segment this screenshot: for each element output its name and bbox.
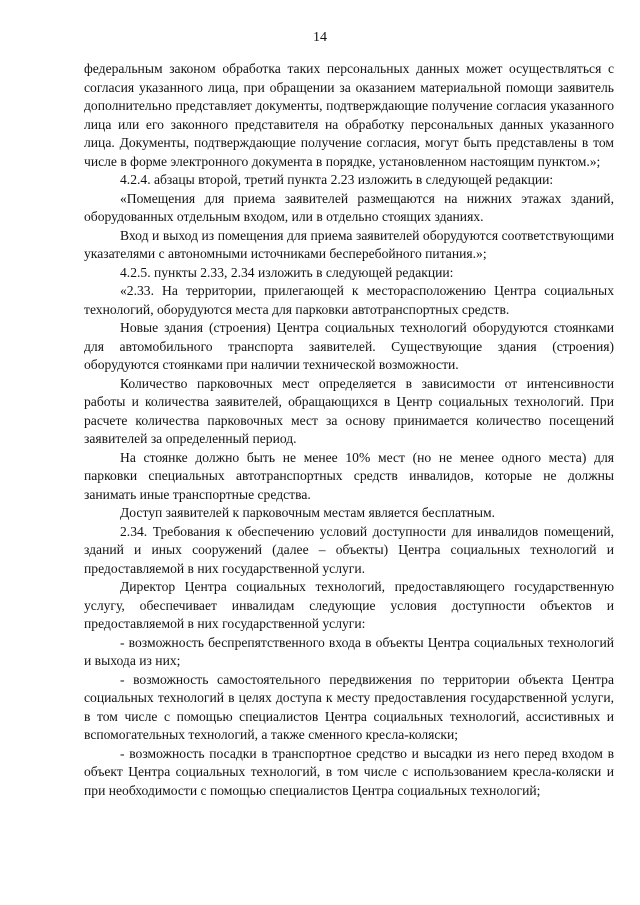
- paragraph: Количество парковочных мест определяется в зависимости от интенсивности работы и количества заявителей, обращающихся в Центр социальных технологий. При расчете количества парковочных мест за основу принимается количество посещений заявителей за определенный период.: [84, 375, 614, 446]
- paragraph: 4.2.4. абзацы второй, третий пункта 2.23 изложить в следующей редакции:: [120, 172, 554, 187]
- paragraph: На стоянке должно быть не менее 10% мест (но не менее одного места) для парковки специальных автотранспортных средств инвалидов, которые не должны занимать иные транспортные средства.: [84, 449, 614, 502]
- paragraph: «2.33. На территории, прилегающей к месторасположению Центра социальных технологий, оборудуются места для парковки автотранспортных средств.: [84, 283, 614, 317]
- paragraph: 4.2.5. пункты 2.33, 2.34 изложить в следующей редакции:: [120, 264, 454, 280]
- paragraph: - возможность посадки в транспортное средство и высадки из него перед входом в объект Центра социальных технологий, в том числе с использованием кресла-коляски и при необходимости с помощью специалистов Центра социальных технологий;: [84, 745, 614, 798]
- paragraph: «Помещения для приема заявителей размещаются на нижних этажах зданий, оборудованных отдельным входом, или в отдельно стоящих зданиях.: [84, 190, 614, 224]
- paragraph: Доступ заявителей к парковочным местам является бесплатным.: [120, 505, 496, 520]
- paragraph: федеральным законом обработка таких персональных данных может осуществляться с согласия указанного лица, при обращении за оказанием материальной помощи заявитель дополнительно представляет документы, подтверждающие получение согласия указанного лица или его законного представителя на обработку персональных данных указанного лица. Документы, подтверждающие получение согласия, могут быть представлены в том числе в форме электронного документа в порядке, установленном настоящим пунктом.»;: [84, 61, 614, 169]
- page-number: 14: [313, 30, 327, 45]
- document-body: [84, 60, 614, 800]
- paragraph: 2.34. Требования к обеспечению условий доступности для инвалидов помещений, зданий и иных сооружений (далее – объекты) Центра социальных технологий и предоставляемой в них государственной услуги.: [84, 523, 614, 576]
- paragraph: Вход и выход из помещения для приема заявителей оборудуются соответствующими указателями с автономными источниками бесперебойного питания.»;: [84, 227, 614, 261]
- paragraph: - возможность беспрепятственного входа в объекты Центра социальных технологий и выхода из них;: [84, 634, 614, 668]
- paragraph: Директор Центра социальных технологий, предоставляющего государственную услугу, обеспечивает инвалидам следующие условия доступности объектов и предоставляемой в них государственной услуги:: [84, 579, 614, 631]
- paragraph: - возможность самостоятельного передвижения по территории объекта Центра социальных технологий в целях доступа к месту предоставления государственной услуги, в том числе с помощью специалистов Центра социальных технологий, ассистивных и вспомогательных технологий, а также сменного кресла-коляски;: [84, 671, 614, 742]
- paragraph: Новые здания (строения) Центра социальных технологий оборудуются стоянками для автомобильного транспорта заявителей. Существующие здания (строения) оборудуются стоянками при наличии технической возможности.: [84, 320, 614, 372]
